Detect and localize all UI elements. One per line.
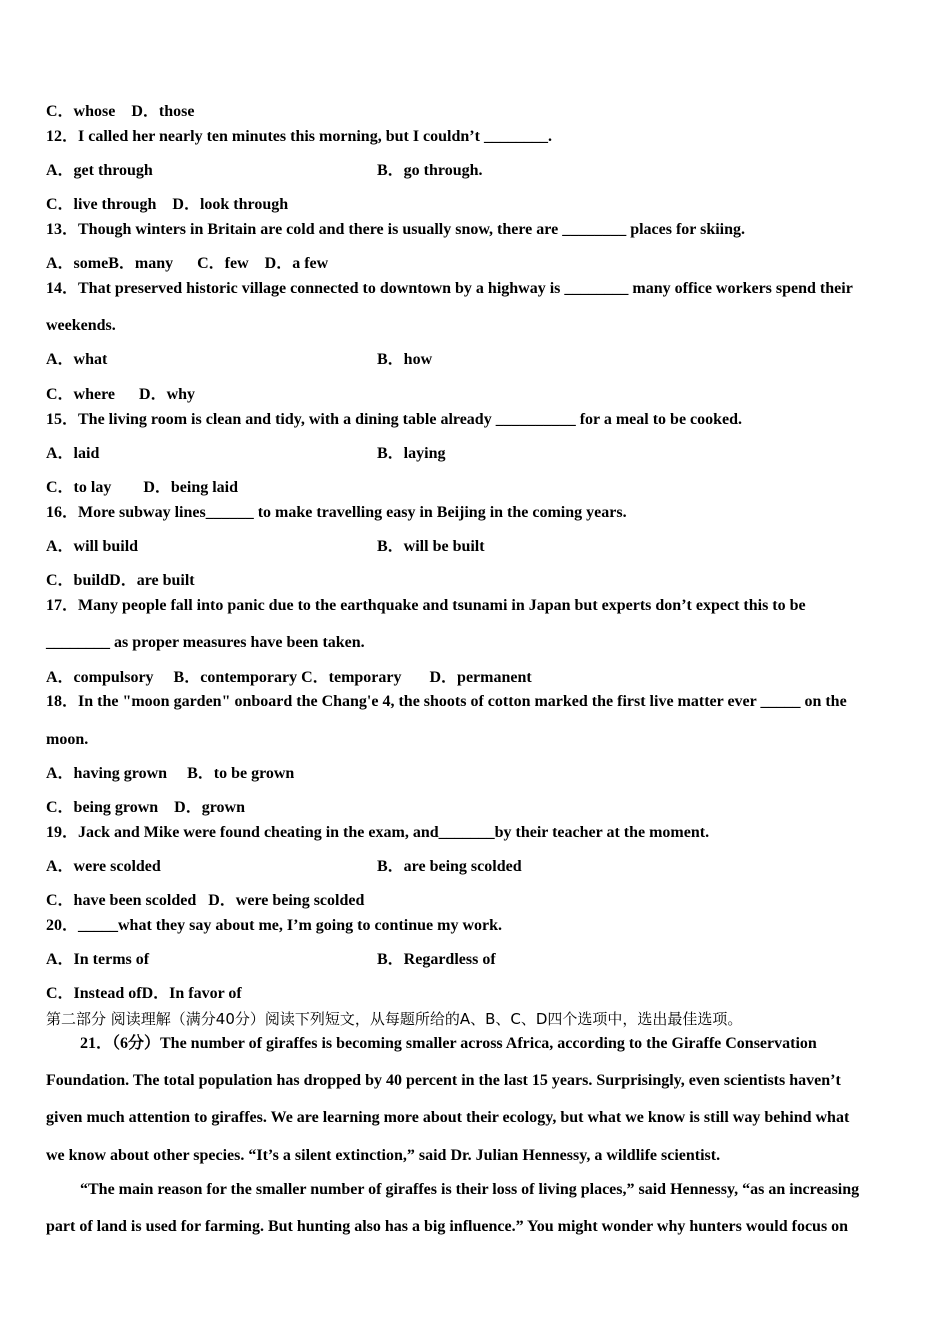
question-12: 12．I called her nearly ten minutes this morning, but I couldn’t ________. bbox=[46, 128, 552, 145]
q16-option-b: B．will be built bbox=[377, 538, 485, 555]
q16-option-a: A．will build bbox=[46, 538, 139, 555]
question-17: 17．Many people fall into panic due to the earthquake and tsunami in Japan but experts don’t expect this to be bbox=[46, 597, 806, 614]
question-18: 18．In the "moon garden" onboard the Chang'e 4, the shoots of cotton marked the first live matter ever _____ on the bbox=[46, 693, 847, 710]
q19-option-b: B．are being scolded bbox=[377, 858, 522, 875]
question-15: 15．The living room is clean and tidy, with a dining table already __________ for a meal to be cooked. bbox=[46, 411, 743, 428]
passage-21-line-2: Foundation. The total population has dropped by 40 percent in the last 15 years. Surprisingly, even scientists haven’t bbox=[46, 1072, 841, 1089]
q15-options-cd: C．to lay D．being laid bbox=[46, 479, 239, 496]
question-17-cont: ________ as proper measures have been taken. bbox=[46, 634, 365, 651]
q19-option-a: A．were scolded bbox=[46, 858, 161, 875]
passage-21-line-3: given much attention to giraffes. We are learning more about their ecology, but what we know is still way behind what bbox=[46, 1109, 850, 1126]
passage-21-line-6: part of land is used for farming. But hunting also has a big influence.” You might wonder why hunters would focus on bbox=[46, 1218, 849, 1235]
q20-option-b: B．Regardless of bbox=[377, 951, 496, 968]
question-18-cont: moon. bbox=[46, 731, 89, 748]
q18-options-cd: C．being grown D．grown bbox=[46, 799, 245, 816]
q15-option-b: B．laying bbox=[377, 445, 446, 462]
q20-options-cd: C．Instead ofD．In favor of bbox=[46, 985, 242, 1002]
q15-option-a: A．laid bbox=[46, 445, 100, 462]
q16-options-cd: C．buildD．are built bbox=[46, 572, 195, 589]
question-13: 13．Though winters in Britain are cold and there is usually snow, there are ________ places for skiing. bbox=[46, 221, 746, 238]
passage-21-line-1: 21．（6分）The number of giraffes is becoming smaller across Africa, according to the Giraffe Conservation bbox=[80, 1035, 817, 1052]
q13-options: A．someB．many C．few D．a few bbox=[46, 255, 329, 272]
q12-options-cd: C．live through D．look through bbox=[46, 196, 289, 213]
q17-options: A．compulsory B．contemporary C．temporary D．permanent bbox=[46, 669, 532, 686]
q14-option-a: A．what bbox=[46, 351, 108, 368]
q12-option-b: B．go through. bbox=[377, 162, 483, 179]
q19-options-cd: C．have been scolded D．were being scolded bbox=[46, 892, 365, 909]
question-16: 16．More subway lines______ to make travelling easy in Beijing in the coming years. bbox=[46, 504, 627, 521]
question-14: 14．That preserved historic village connected to downtown by a highway is ________ many office workers spend their bbox=[46, 280, 853, 297]
question-20: 20．_____what they say about me, I’m going to continue my work. bbox=[46, 917, 503, 934]
section-heading-part-2: 第二部分 阅读理解（满分40分）阅读下列短文，从每题所给的A、B、C、D四个选项中，选出最佳选项。 bbox=[46, 1010, 743, 1028]
q18-options-ab: A．having grown B．to be grown bbox=[46, 765, 295, 782]
q20-option-a: A．In terms of bbox=[46, 951, 150, 968]
q14-option-b: B．how bbox=[377, 351, 433, 368]
passage-21-line-5: “The main reason for the smaller number of giraffes is their loss of living places,” said Hennessy, “as an increasing bbox=[80, 1181, 860, 1198]
passage-21-line-4: we know about other species. “It’s a silent extinction,” said Dr. Julian Hennessy, a wildlife scientist. bbox=[46, 1147, 721, 1164]
q12-option-a: A．get through bbox=[46, 162, 153, 179]
q14-options-cd: C．where D．why bbox=[46, 386, 196, 403]
question-19: 19．Jack and Mike were found cheating in the exam, and_______by their teacher at the moment. bbox=[46, 824, 710, 841]
question-14-cont: weekends. bbox=[46, 317, 116, 334]
q11-options-cd: C．whose D．those bbox=[46, 103, 195, 120]
